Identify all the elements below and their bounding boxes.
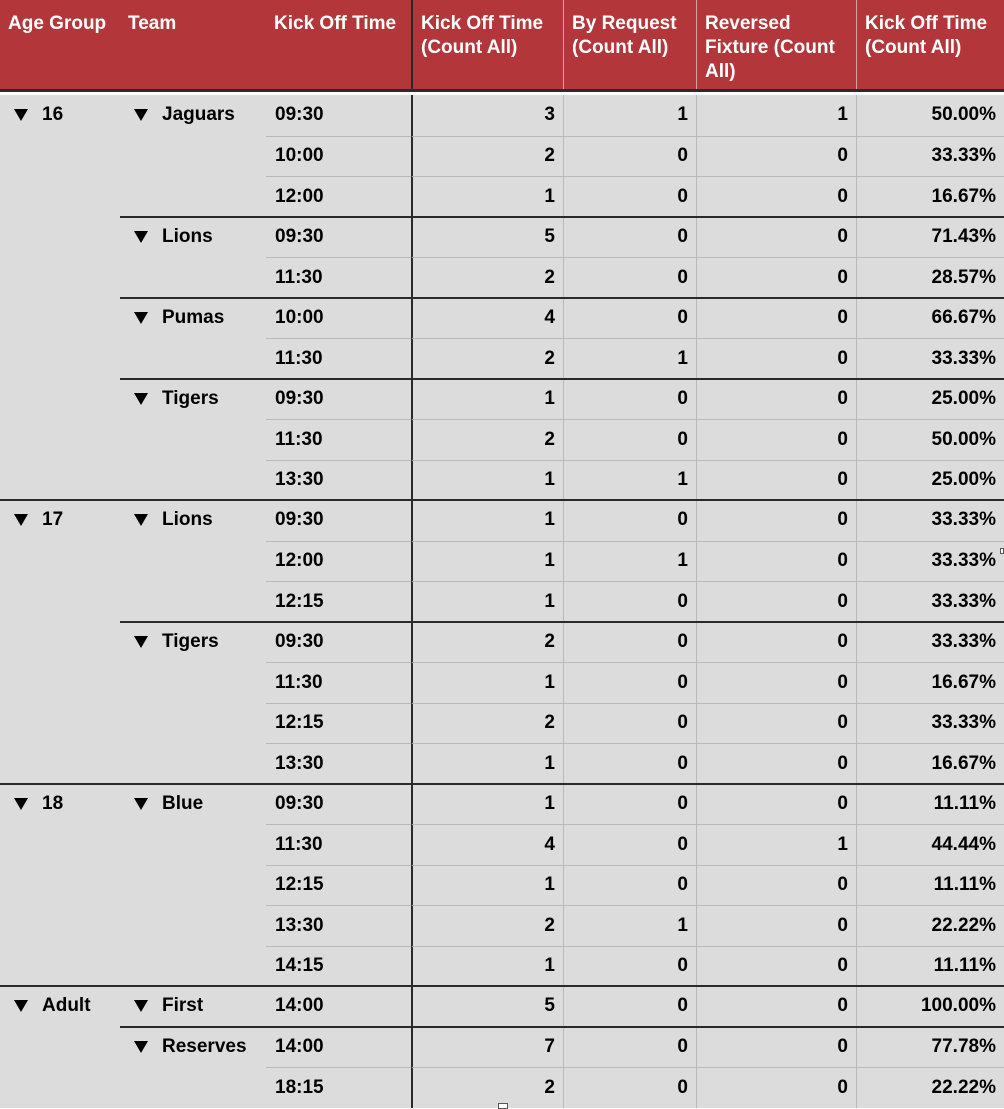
kickoff-percent-cell: 100.00% (856, 986, 1004, 1027)
kickoff-percent-cell: 28.57% (856, 257, 1004, 298)
kickoff-count-cell: 5 (411, 217, 563, 258)
kickoff-percent-cell: 66.67% (856, 298, 1004, 339)
kickoff-percent-cell: 22.22% (856, 1067, 1004, 1108)
age-group-text: 17 (42, 509, 64, 530)
team-text: First (162, 995, 204, 1016)
team-label[interactable] (134, 500, 213, 540)
team-divider (120, 378, 411, 380)
kickoff-time-cell: 11:30 (266, 824, 411, 865)
kickoff-count-cell: 1 (411, 176, 563, 217)
team-text: Lions (162, 225, 213, 247)
kickoff-time-cell: 09:30 (275, 509, 324, 531)
table-row[interactable] (0, 500, 1004, 541)
team-divider (120, 621, 411, 623)
kickoff-count-cell: 1 (411, 865, 563, 906)
kickoff-time-cell: 12:00 (266, 541, 411, 582)
kickoff-count-cell: 1 (411, 379, 563, 420)
age-group-divider (0, 499, 411, 501)
team-text: Pumas (162, 306, 225, 328)
table-row[interactable] (0, 541, 1004, 582)
team-text: Tigers (162, 387, 219, 409)
kickoff-percent-cell: 16.67% (856, 662, 1004, 703)
kickoff-time-cell: 09:30 (275, 630, 324, 652)
age-group-text: Adult (42, 995, 91, 1016)
age-group-label[interactable] (14, 986, 91, 1026)
reversed-fixture-count-cell: 0 (696, 338, 856, 379)
kickoff-count-cell: 2 (411, 136, 563, 177)
team-label[interactable] (134, 1027, 247, 1067)
kickoff-count-cell: 2 (411, 905, 563, 946)
by-request-count-cell: 1 (563, 541, 696, 582)
by-request-count-cell: 0 (563, 703, 696, 744)
table-row[interactable] (0, 1067, 1004, 1108)
kickoff-count-cell: 2 (411, 338, 563, 379)
kickoff-time-cell: 12:15 (266, 703, 411, 744)
kickoff-percent-cell: 22.22% (856, 905, 1004, 946)
column-resize-marker[interactable] (1000, 548, 1004, 554)
kickoff-time-cell: 09:30 (275, 792, 324, 814)
by-request-count-cell: 0 (563, 1067, 696, 1108)
kickoff-percent-cell: 33.33% (856, 541, 1004, 582)
table-row[interactable] (0, 865, 1004, 906)
age-group-label[interactable] (14, 500, 63, 540)
team-divider (120, 216, 411, 218)
table-row[interactable] (0, 1027, 1004, 1068)
reversed-fixture-count-cell: 0 (696, 541, 856, 582)
reversed-fixture-count-cell: 0 (696, 1067, 856, 1108)
age-group-text: 16 (42, 104, 64, 125)
table-row[interactable] (0, 905, 1004, 946)
values-divider (411, 297, 1004, 299)
reversed-fixture-count-cell: 0 (696, 946, 856, 987)
collapse-triangle-icon[interactable] (14, 798, 28, 810)
header-reversed-fixture-count[interactable]: Reversed Fixture (Count All) (696, 0, 856, 89)
by-request-count-cell: 0 (563, 1027, 696, 1068)
kickoff-count-cell: 1 (411, 743, 563, 784)
kickoff-count-cell: 4 (411, 824, 563, 865)
table-row[interactable] (0, 176, 1004, 217)
values-divider (411, 499, 1004, 501)
by-request-count-cell: 0 (563, 176, 696, 217)
kickoff-percent-cell: 77.78% (856, 1027, 1004, 1068)
kickoff-time-cell: 13:30 (266, 460, 411, 501)
collapse-triangle-icon[interactable] (134, 798, 148, 810)
reversed-fixture-count-cell: 0 (696, 784, 856, 825)
table-row[interactable] (0, 95, 1004, 136)
collapse-triangle-icon[interactable] (134, 514, 148, 526)
kickoff-time-cell: 11:30 (266, 338, 411, 379)
kickoff-count-cell: 1 (411, 500, 563, 541)
kickoff-percent-cell: 11.11% (856, 946, 1004, 987)
table-body (0, 95, 1004, 1108)
kickoff-count-cell: 1 (411, 581, 563, 622)
kickoff-count-cell: 1 (411, 784, 563, 825)
values-divider (411, 783, 1004, 785)
kickoff-percent-cell: 16.67% (856, 743, 1004, 784)
reversed-fixture-count-cell: 0 (696, 622, 856, 663)
table-row[interactable] (0, 622, 1004, 663)
reversed-fixture-count-cell: 0 (696, 905, 856, 946)
team-label[interactable] (134, 298, 224, 338)
collapse-triangle-icon[interactable] (134, 393, 148, 405)
kickoff-count-cell: 4 (411, 298, 563, 339)
reversed-fixture-count-cell: 1 (696, 95, 856, 136)
collapse-triangle-icon[interactable] (134, 109, 148, 121)
team-text: Tigers (162, 630, 219, 652)
header-team[interactable]: Team (128, 13, 177, 34)
by-request-count-cell: 0 (563, 217, 696, 258)
kickoff-percent-cell: 25.00% (856, 460, 1004, 501)
by-request-count-cell: 0 (563, 622, 696, 663)
kickoff-count-cell: 3 (411, 95, 563, 136)
kickoff-percent-cell: 33.33% (856, 500, 1004, 541)
reversed-fixture-count-cell: 0 (696, 257, 856, 298)
team-label[interactable] (134, 95, 235, 135)
by-request-count-cell: 0 (563, 419, 696, 460)
kickoff-percent-cell: 71.43% (856, 217, 1004, 258)
kickoff-time-cell: 11:30 (266, 257, 411, 298)
kickoff-count-cell: 2 (411, 703, 563, 744)
kickoff-count-cell: 2 (411, 622, 563, 663)
by-request-count-cell: 0 (563, 986, 696, 1027)
kickoff-count-cell: 5 (411, 986, 563, 1027)
kickoff-percent-cell: 33.33% (856, 703, 1004, 744)
reversed-fixture-count-cell: 0 (696, 703, 856, 744)
reversed-fixture-count-cell: 0 (696, 379, 856, 420)
kickoff-percent-cell: 25.00% (856, 379, 1004, 420)
values-divider (411, 621, 1004, 623)
collapse-triangle-icon[interactable] (134, 231, 148, 243)
by-request-count-cell: 0 (563, 946, 696, 987)
team-label[interactable] (134, 217, 213, 257)
kickoff-time-cell: 14:00 (275, 1035, 324, 1057)
table-row[interactable] (0, 743, 1004, 784)
team-label[interactable] (134, 986, 203, 1026)
collapse-triangle-icon[interactable] (134, 1041, 148, 1053)
header-age-group[interactable]: Age Group (8, 13, 107, 34)
by-request-count-cell: 0 (563, 784, 696, 825)
values-divider (411, 985, 1004, 987)
table-row[interactable] (0, 379, 1004, 420)
table-row[interactable] (0, 217, 1004, 258)
table-header (0, 0, 1004, 92)
team-label[interactable] (134, 379, 219, 419)
kickoff-percent-cell: 16.67% (856, 176, 1004, 217)
kickoff-time-cell: 10:00 (266, 136, 411, 177)
kickoff-count-cell: 1 (411, 662, 563, 703)
table-row[interactable] (0, 460, 1004, 501)
reversed-fixture-count-cell: 0 (696, 662, 856, 703)
kickoff-percent-cell: 50.00% (856, 419, 1004, 460)
by-request-count-cell: 1 (563, 460, 696, 501)
kickoff-time-cell: 11:30 (266, 419, 411, 460)
reversed-fixture-count-cell: 0 (696, 743, 856, 784)
kickoff-time-cell: 09:30 (275, 225, 324, 247)
kickoff-count-cell: 1 (411, 541, 563, 582)
table-row[interactable] (0, 298, 1004, 339)
kickoff-time-cell: 12:15 (266, 581, 411, 622)
header-kickoff-percent[interactable]: Kick Off Time (Count All) (856, 0, 1004, 89)
table-row[interactable] (0, 338, 1004, 379)
kickoff-time-cell: 10:00 (275, 306, 324, 328)
kickoff-percent-cell: 33.33% (856, 136, 1004, 177)
reversed-fixture-count-cell: 0 (696, 865, 856, 906)
table-row[interactable] (0, 986, 1004, 1027)
reversed-fixture-count-cell: 1 (696, 824, 856, 865)
reversed-fixture-count-cell: 0 (696, 460, 856, 501)
by-request-count-cell: 0 (563, 743, 696, 784)
table-row[interactable] (0, 257, 1004, 298)
kickoff-count-cell: 2 (411, 1067, 563, 1108)
values-divider (411, 378, 1004, 380)
age-group-label[interactable] (14, 95, 63, 135)
by-request-count-cell: 0 (563, 500, 696, 541)
team-text: Blue (162, 792, 204, 814)
kickoff-count-cell: 2 (411, 257, 563, 298)
by-request-count-cell: 1 (563, 338, 696, 379)
collapse-triangle-icon[interactable] (134, 1000, 148, 1012)
team-divider (120, 297, 411, 299)
kickoff-time-cell: 14:15 (266, 946, 411, 987)
resize-handle[interactable] (498, 1103, 508, 1109)
kickoff-time-cell: 18:15 (266, 1067, 411, 1108)
team-text: Reserves (162, 1035, 247, 1057)
kickoff-percent-cell: 44.44% (856, 824, 1004, 865)
kickoff-percent-cell: 11.11% (856, 784, 1004, 825)
kickoff-time-cell: 13:30 (266, 905, 411, 946)
header-kickoff-count[interactable]: Kick Off Time (Count All) (411, 0, 563, 89)
kickoff-percent-cell: 50.00% (856, 95, 1004, 136)
by-request-count-cell: 0 (563, 379, 696, 420)
table-row[interactable] (0, 784, 1004, 825)
reversed-fixture-count-cell: 0 (696, 176, 856, 217)
age-group-label[interactable] (14, 784, 63, 824)
team-label[interactable] (134, 622, 219, 662)
table-row[interactable] (0, 824, 1004, 865)
by-request-count-cell: 0 (563, 136, 696, 177)
collapse-triangle-icon[interactable] (14, 1000, 28, 1012)
reversed-fixture-count-cell: 0 (696, 986, 856, 1027)
kickoff-percent-cell: 33.33% (856, 622, 1004, 663)
by-request-count-cell: 0 (563, 581, 696, 622)
collapse-triangle-icon[interactable] (134, 636, 148, 648)
collapse-triangle-icon[interactable] (14, 514, 28, 526)
header-by-request-count[interactable]: By Request (Count All) (563, 0, 696, 89)
reversed-fixture-count-cell: 0 (696, 298, 856, 339)
kickoff-percent-cell: 11.11% (856, 865, 1004, 906)
by-request-count-cell: 0 (563, 662, 696, 703)
kickoff-time-cell: 09:30 (275, 104, 324, 126)
by-request-count-cell: 0 (563, 865, 696, 906)
collapse-triangle-icon[interactable] (134, 312, 148, 324)
age-group-divider (0, 783, 411, 785)
reversed-fixture-count-cell: 0 (696, 419, 856, 460)
table-row[interactable] (0, 703, 1004, 744)
age-group-text: 18 (42, 792, 64, 814)
values-divider (411, 1026, 1004, 1028)
kickoff-count-cell: 7 (411, 1027, 563, 1068)
reversed-fixture-count-cell: 0 (696, 581, 856, 622)
team-text: Lions (162, 509, 213, 530)
kickoff-time-cell: 12:15 (266, 865, 411, 906)
kickoff-percent-cell: 33.33% (856, 581, 1004, 622)
table-row[interactable] (0, 662, 1004, 703)
kickoff-percent-cell: 33.33% (856, 338, 1004, 379)
by-request-count-cell: 0 (563, 298, 696, 339)
reversed-fixture-count-cell: 0 (696, 136, 856, 177)
by-request-count-cell: 0 (563, 257, 696, 298)
team-text: Jaguars (162, 104, 235, 125)
table-row[interactable] (0, 581, 1004, 622)
team-label[interactable] (134, 784, 203, 824)
table-row[interactable] (0, 946, 1004, 987)
values-divider (411, 216, 1004, 218)
header-kickoff-time[interactable]: Kick Off Time (274, 13, 397, 34)
kickoff-count-cell: 1 (411, 946, 563, 987)
reversed-fixture-count-cell: 0 (696, 500, 856, 541)
by-request-count-cell: 1 (563, 905, 696, 946)
table-row[interactable] (0, 419, 1004, 460)
reversed-fixture-count-cell: 0 (696, 217, 856, 258)
team-divider (120, 1026, 411, 1028)
reversed-fixture-count-cell: 0 (696, 1027, 856, 1068)
kickoff-time-cell: 13:30 (266, 743, 411, 784)
by-request-count-cell: 0 (563, 824, 696, 865)
kickoff-count-cell: 2 (411, 419, 563, 460)
kickoff-time-cell: 12:00 (266, 176, 411, 217)
table-row[interactable] (0, 136, 1004, 177)
kickoff-time-cell: 09:30 (275, 387, 324, 409)
kickoff-count-cell: 1 (411, 460, 563, 501)
collapse-triangle-icon[interactable] (14, 109, 28, 121)
kickoff-time-cell: 14:00 (275, 995, 324, 1017)
by-request-count-cell: 1 (563, 95, 696, 136)
age-group-divider (0, 985, 411, 987)
kickoff-time-cell: 11:30 (266, 662, 411, 703)
